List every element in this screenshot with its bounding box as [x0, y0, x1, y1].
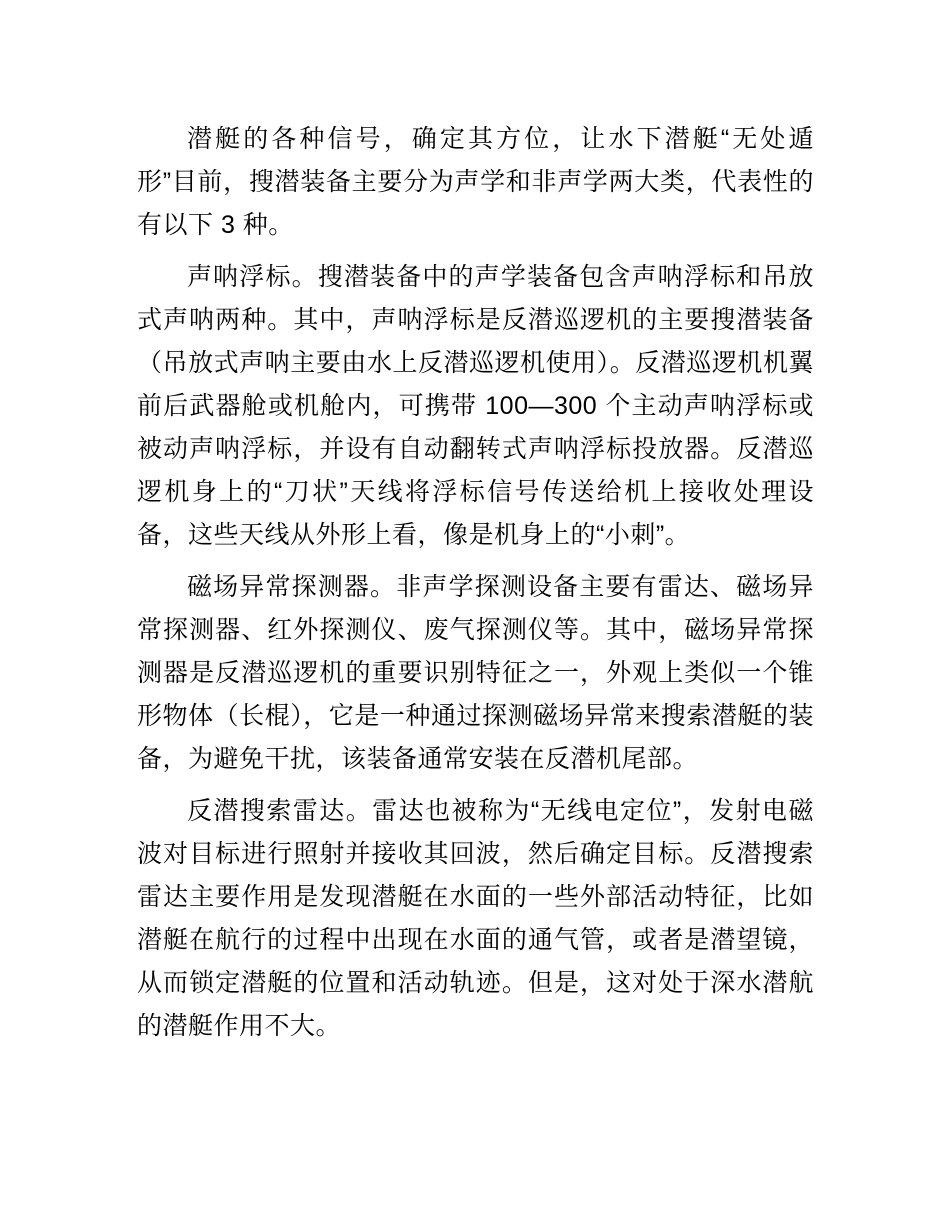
paragraph-search-radar: 反潜搜索雷达。雷达也被称为“无线电定位”，发射电磁波对目标进行照射并接收其回波，然后确定目标。反潜搜索雷达主要作用是发现潜艇在水面的一些外部活动特征，比如潜艇在航行的过程中出现在水面的通气管，或者是潜望镜，从而锁定潜艇的位置和活动轨迹。但是，这对处于深水潜航的潜艇作用不大。	[137, 797, 814, 1040]
paragraph-sonobuoy: 声呐浮标。搜潜装备中的声学装备包含声呐浮标和吊放式声呐两种。其中，声呐浮标是反潜巡逻机的主要搜潜装备（吊放式声呐主要由水上反潜巡逻机使用）。反潜巡逻机机翼前后武器舱或机舱内，可携带 100—300 个主动声呐浮标或被动声呐浮标，并设有自动翻转式声呐浮标投放器。反潜巡逻机身上的“刀状”天线将浮标信号传送给机上接收处理设备，这些天线从外形上看，像是机身上的“小刺”。	[137, 263, 814, 549]
paragraph-magnetic-anomaly-detector: 磁场异常探测器。非声学探测设备主要有雷达、磁场异常探测器、红外探测仪、废气探测仪等。其中，磁场异常探测器是反潜巡逻机的重要识别特征之一，外观上类似一个锥形物体（长棍），它是一种通过探测磁场异常来搜索潜艇的装备，为避免干扰，该装备通常安装在反潜机尾部。	[137, 573, 814, 773]
paragraph-intro: 潜艇的各种信号，确定其方位，让水下潜艇“无处遁形”目前，搜潜装备主要分为声学和非声学两大类，代表性的有以下 3 种。	[137, 125, 814, 239]
